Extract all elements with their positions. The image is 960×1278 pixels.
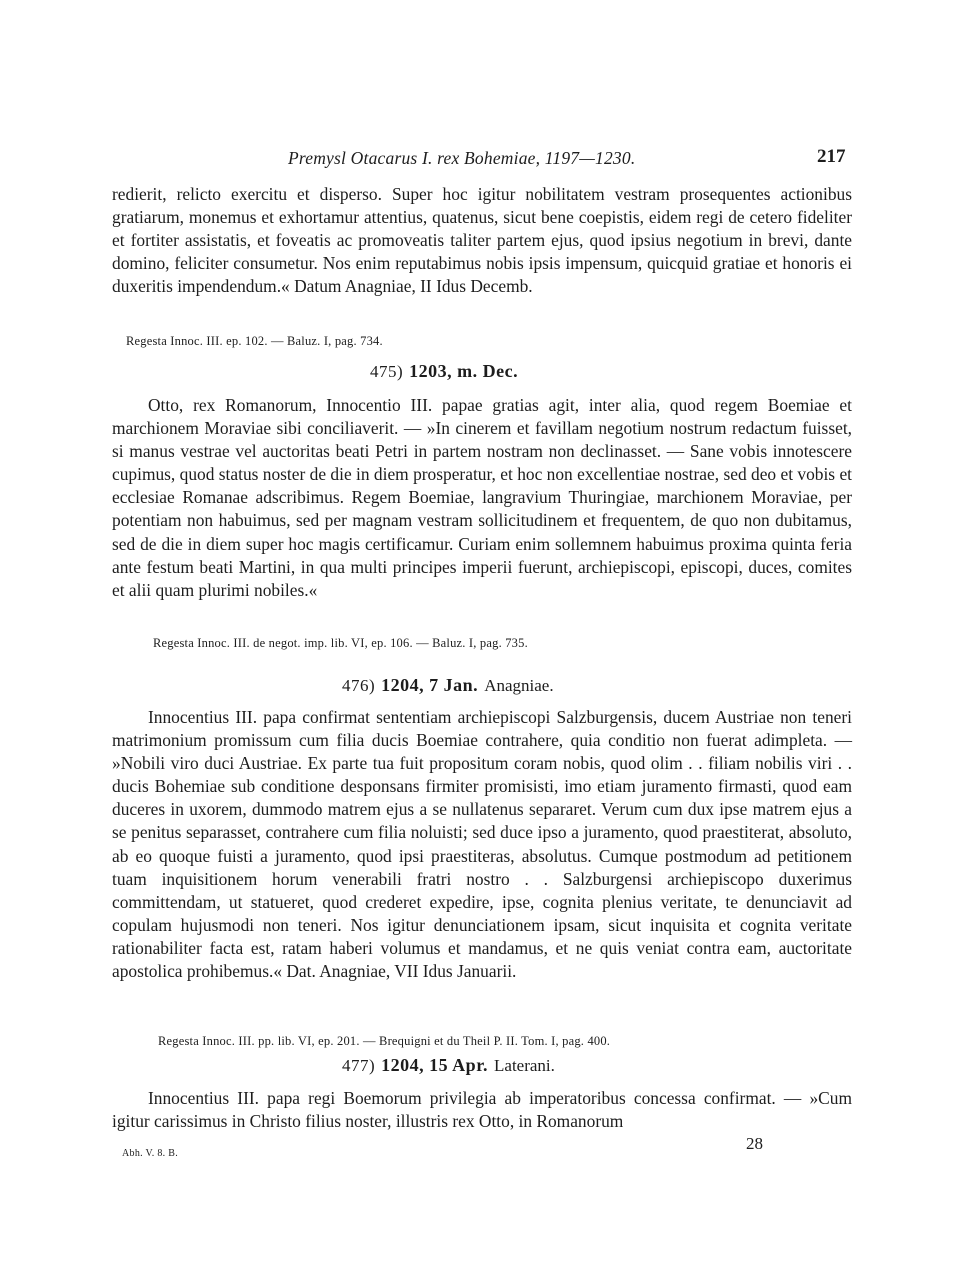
entry-heading-476 [342, 675, 554, 696]
entry-heading-477 [342, 1055, 555, 1076]
entry-date: 1203, m. Dec. [409, 361, 519, 381]
entry-text-475: Otto, rex Romanorum, Innocentio III. papae gratias agit, inter alia, quod regem Boemiae et marchionem Moraviae sibi conciliaverit. — »In cinerem et favillam negotium nostrum redactum fuisset, si manus vestrae vel auctoritas beati Petri in partem nostram non declinasset. — Sane vobis innotescere cupimus, quod status noster de die in diem prosperatur, et hoc non excellentiae nostrae, sed deo et vobis et ecclesiae Romanae adscribimus. Regem Boemiae, langravium Thuringiae, marchionem Moraviae, per potentiam non habuimus, sed per magnam vestram sollicitudinem et frequentem, de quo non dubitamus, sed de die in diem super hoc magis certificamur. Curiam enim sollemnem habuimus proxima quinta feria ante festum beati Martini, in qua multi principes imperii fuerunt, archiepiscopi, episcopi, duces, comites et alii quam plurimi nobiles.« [112, 395, 852, 600]
entry-heading-475 [370, 361, 518, 382]
signature-mark: Abh. V. 8. B. [122, 1148, 179, 1159]
continuation-reference: Regesta Innoc. III. ep. 102. — Baluz. I, pag. 734. [126, 334, 383, 348]
entry-date: 1204, 15 Apr. [381, 1055, 489, 1075]
continuation-paragraph: redierit, relicto exercitu et disperso. Super hoc igitur nobilitatem vestram prosequentes actionibus gratiarum, monemus et exhortamur attentius, quatenus, sicut bene coepistis, eidem regi de cetero fideliter et fortiter assistatis, et foveatis ac promoveatis taliter partem ejus, quod ipsius negotium in brevi, dante domino, feliciter consumetur. Nos enim reputabimus nobis ipsis impensum, quicquid gratiae et honoris ei duxeritis impendendum.« Datum Anagniae, II Idus Decemb. [112, 184, 852, 297]
entry-number: 475) [370, 362, 404, 381]
entry-place: Anagniae. [484, 676, 554, 695]
running-title: Premysl Otacarus I. rex Bohemiae, 1197—1230. [288, 148, 636, 168]
entry-text-477: Innocentius III. papa regi Boemorum privilegia ab imperatoribus concessa confirmat. — »Cum igitur carissimus in Christo filius noster, illustris rex Otto, in Romanorum [112, 1088, 852, 1132]
entry-text-476: Innocentius III. papa confirmat sententiam archiepiscopi Salzburgensis, ducem Austriae non teneri matrimonium promissum cum filia ducis Boemiae contrahere, quia conditio non fuerat adimpleta. — »Nobili viro duci Austriae. Ex parte tua fuit propositum coram nobis, quod olim . . filiam nobilis viri . . ducis Bohemiae sub conditione desponsans firmiter promisisti, imo etiam juramento firmasti, quod eam duceres in uxorem, dummodo matrem ejus a se nullatenus separaret. Verum cum dux ipse matrem ejus a se penitus separasset, contrahere cum filia noluisti; sed duce ipso a juramento, quod praestiterat, absoluto, ab eo quoque fuisti a juramento, quod ipsi praestiteras, absolutus. Cumque postmodum ad petitionem tuam inquisitionem horum venerabili fratri nostro . . Salzburgensi archiepiscopo duxerimus committendam, ut statueret, quod crederet expedire, ipse, cognita plenius veritate, te denunciavit ad copulam hujusmodi non teneri. Nos igitur denunciationem ipsam, sicut inquisita et cognita veritate rationabiliter facta est, ratam haberi volumus et mandamus, et ne quis veniat contra eam, auctoritate apostolica prohibemus.« Dat. Anagniae, VII Idus Januarii. [112, 707, 852, 982]
entry-place: Laterani. [494, 1056, 555, 1075]
entry-reference-476: Regesta Innoc. III. pp. lib. VI, ep. 201. — Brequigni et du Theil P. II. Tom. I, pag. 400. [158, 1034, 611, 1048]
page-number: 217 [817, 146, 846, 167]
entry-reference-475: Regesta Innoc. III. de negot. imp. lib. VI, ep. 106. — Baluz. I, pag. 735. [153, 636, 528, 650]
entry-number: 477) [342, 1056, 376, 1075]
entry-date: 1204, 7 Jan. [381, 675, 479, 695]
entry-number: 476) [342, 676, 376, 695]
sheet-number: 28 [746, 1134, 763, 1153]
